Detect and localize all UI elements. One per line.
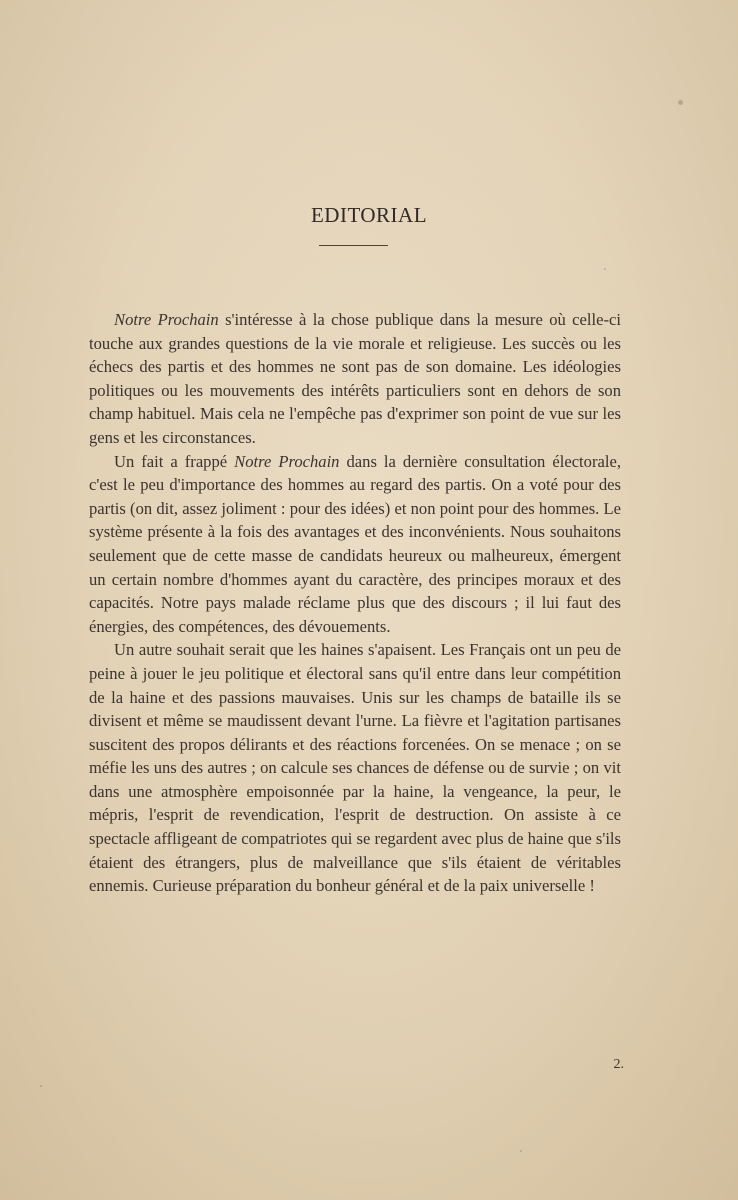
paper-speck — [678, 100, 683, 105]
paragraph-3-text: Un autre souhait serait que les haines s'apaisent. Les Français ont un peu de peine à jouer le jeu politique et électoral sans qu'il entre dans leur compétition de la haine et des passions mauvaises. Unis sur les champs de bataille ils se divisent et même se maudissent devant l'urne. La fièvre et l'agitation partisanes suscitent des propos délirants et des réactions forcenées. On se menace ; on se méfie les uns des autres ; on calcule ses chances de défense ou de survie ; on vit dans une atmosphère empoisonnée par la haine, la vengeance, la peur, le mépris, l'esprit de revendication, l'esprit de destruction. On assiste à ce spectacle affligeant de compatriotes qui se regardent avec plus de haine que s'ils étaient des étrangers, plus de malveillance que s'ils étaient de véritables ennemis. Curieuse préparation du bonheur général et de la paix universelle ! — [89, 640, 621, 896]
article-body — [89, 308, 621, 898]
page-number: 2. — [613, 1057, 624, 1072]
paragraph-2-lead: Un fait a frappé — [114, 451, 235, 471]
title-divider — [319, 245, 388, 246]
paragraph-1-text: s'intéresse à la chose publique dans la mesure où celle-ci touche aux grandes questions de la vie morale et religieuse. Les succès ou les échecs des partis et des hommes ne sont pas de son domaine. Les idéologies politiques ou les mouvements des intérêts particuliers sont en dehors de son champ habituel. Mais cela ne l'empêche pas d'exprimer son point de vue sur les gens et les circonstances. — [89, 310, 621, 447]
publication-name: Notre Prochain — [114, 310, 219, 329]
paragraph-3 — [89, 638, 621, 898]
page-title: EDITORIAL — [310, 203, 428, 227]
paragraph-2 — [89, 450, 621, 639]
paragraph-2-text: dans la dernière consultation électorale, c'est le peu d'importance des hommes au regard des partis. On a voté pour des partis (on dit, assez joliment : pour des idées) et non point pour des hommes. Le système présente à la fois des avantages et des inconvénients. Nous souhaitons seulement que de cette masse de candidats heureux ou malheureux, émergent un certain nombre d'hommes ayant du caractère, des principes moraux et des capacités. Notre pays malade réclame plus que des discours ; il lui faut des énergies, des compétences, des dévouements. — [89, 451, 621, 636]
paper-speck — [520, 1150, 522, 1152]
paragraph-1 — [89, 308, 621, 450]
paper-speck — [40, 1085, 42, 1087]
publication-name: Notre Prochain — [234, 451, 340, 471]
paper-speck — [604, 268, 606, 270]
